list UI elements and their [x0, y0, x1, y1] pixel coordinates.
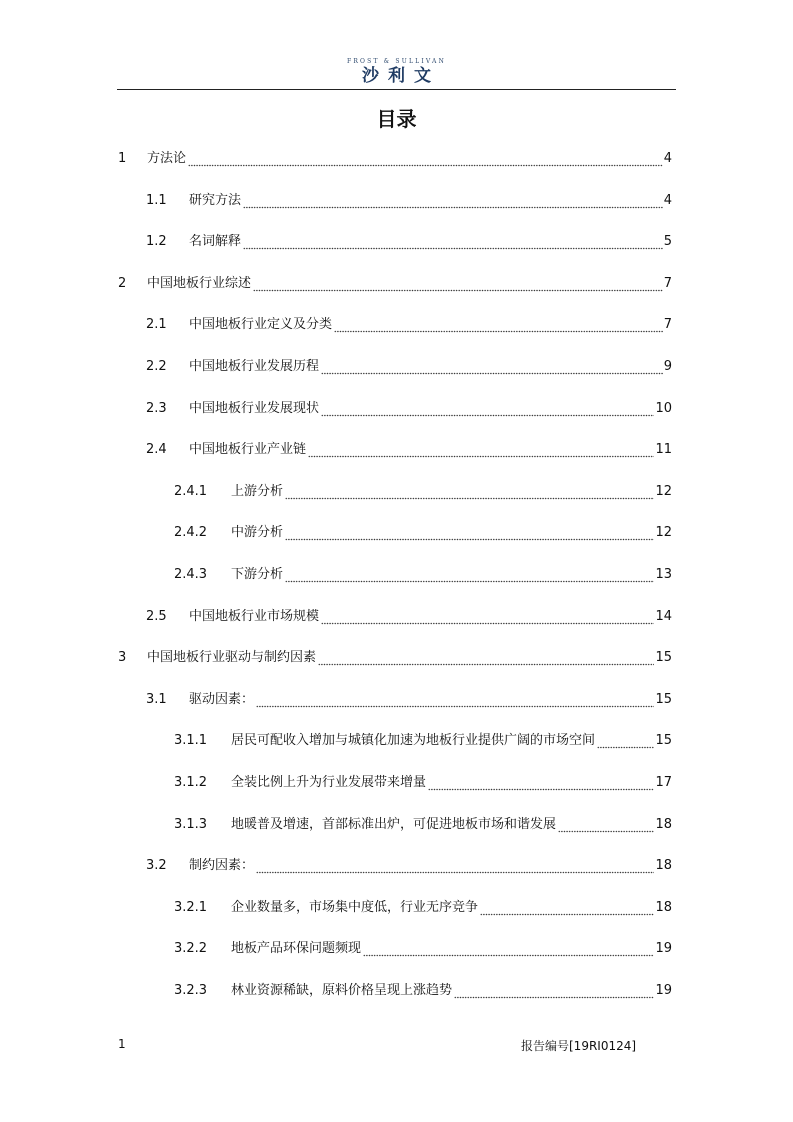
toc-entry-number: 3.1 — [146, 691, 167, 707]
toc-entry-number: 2.4.1 — [174, 483, 208, 499]
toc-entry-title: 中游分析 — [231, 525, 284, 541]
toc-entry[interactable] — [118, 648, 672, 668]
toc-entry[interactable] — [146, 315, 672, 335]
toc-entry-title: 地板产品环保问题频现 — [231, 941, 362, 957]
toc-entry-page: 5 — [663, 234, 672, 250]
toc-entry-number: 3 — [118, 650, 127, 666]
toc-entry[interactable] — [174, 981, 672, 1001]
toc-entry-number: 2.4.3 — [174, 567, 208, 582]
toc-entry-number: 3.2.1 — [174, 899, 208, 915]
toc-entry[interactable] — [146, 607, 672, 627]
toc-entry-title: 地暖普及增速，首部标准出炉，可促进地板市场和谐发展 — [231, 816, 557, 832]
toc-entry[interactable] — [174, 898, 672, 918]
toc-entry-title: 中国地板行业发展现状 — [189, 400, 320, 416]
toc-entry[interactable] — [174, 815, 672, 835]
toc-entry-page: 19 — [655, 941, 672, 957]
toc-entry-page: 11 — [655, 442, 672, 458]
toc-entry-page: 15 — [655, 650, 672, 666]
toc-dot-leader — [318, 662, 654, 668]
toc-dot-leader — [334, 329, 663, 335]
toc-entry[interactable] — [146, 399, 672, 419]
toc-dot-leader — [480, 912, 654, 918]
toc-entry-title: 制约因素： — [189, 858, 255, 874]
toc-entry-page: 7 — [663, 275, 672, 291]
logo-text-small: FROST & SULLIVAN — [346, 58, 447, 65]
footer-page-number: 1 — [118, 1037, 126, 1051]
toc-dot-leader — [285, 496, 654, 502]
toc-entry[interactable] — [146, 440, 672, 460]
toc-entry-title: 居民可配收入增加与城镇化加速为地板行业提供广阔的市场空间 — [231, 733, 596, 749]
toc-title: 目录 — [376, 107, 417, 131]
toc-entry[interactable] — [146, 232, 672, 252]
toc-entry-title: 中国地板行业定义及分类 — [189, 317, 333, 333]
toc-entry[interactable] — [174, 482, 672, 502]
toc-entry-number: 2.4.2 — [174, 525, 208, 541]
toc-entry[interactable] — [174, 523, 672, 543]
toc-entry-title: 名词解释 — [189, 234, 242, 250]
toc-dot-leader — [428, 787, 654, 793]
toc-entry-title: 研究方法 — [189, 192, 242, 208]
toc-entry-title: 上游分析 — [231, 483, 284, 499]
toc-entry-page: 18 — [655, 899, 672, 915]
toc-entry-title: 企业数量多，市场集中度低，行业无序竞争 — [231, 899, 479, 915]
toc-dot-leader — [321, 621, 654, 627]
toc-entry[interactable] — [146, 690, 672, 710]
toc-dot-leader — [285, 537, 654, 543]
toc-entry-page: 4 — [663, 151, 672, 166]
toc-entry-page: 18 — [655, 816, 672, 832]
toc-entry[interactable] — [118, 274, 672, 294]
toc-entry-number: 2.5 — [146, 608, 167, 624]
toc-dot-leader — [188, 163, 663, 169]
toc-entry-number: 3.1.2 — [174, 775, 208, 790]
toc-entry-number: 2 — [118, 275, 127, 291]
toc-dot-leader — [558, 829, 654, 835]
toc-entry-number: 1.1 — [146, 192, 167, 208]
toc-entry-number: 2.2 — [146, 359, 167, 374]
toc-dot-leader — [256, 704, 654, 710]
toc-entry-number: 3.1.1 — [174, 733, 208, 749]
toc-dot-leader — [256, 870, 654, 876]
toc-entry-page: 7 — [663, 317, 672, 333]
toc-entry[interactable] — [174, 565, 672, 585]
toc-entry-number: 2.3 — [146, 400, 167, 416]
toc-entry-page: 4 — [663, 192, 672, 208]
toc-dot-leader — [285, 579, 654, 585]
toc-entry-number: 2.1 — [146, 317, 167, 333]
toc-entry-title: 中国地板行业发展历程 — [189, 359, 320, 374]
toc-dot-leader — [363, 953, 654, 959]
toc-entry-number: 2.4 — [146, 442, 167, 458]
toc-entry-title: 下游分析 — [231, 567, 284, 582]
toc-entry[interactable] — [146, 357, 672, 377]
toc-dot-leader — [253, 288, 663, 294]
toc-entry-title: 方法论 — [147, 151, 187, 166]
toc-entry-title: 全装比例上升为行业发展带来增量 — [231, 775, 427, 790]
toc-entry-title: 中国地板行业驱动与制约因素 — [147, 650, 317, 666]
toc-entry-page: 12 — [655, 483, 672, 499]
toc-entry-page: 10 — [655, 400, 672, 416]
toc-dot-leader — [321, 413, 654, 419]
toc-entry[interactable] — [118, 149, 672, 169]
toc-entry-title: 林业资源稀缺，原料价格呈现上涨趋势 — [231, 983, 453, 998]
toc-entry-number: 3.2.2 — [174, 941, 208, 957]
toc-entry-page: 15 — [655, 691, 672, 707]
logo-text-main: 沙利文 — [362, 66, 440, 86]
toc-dot-leader — [597, 745, 654, 751]
toc-entry[interactable] — [174, 773, 672, 793]
toc-entry-number: 1.2 — [146, 234, 167, 250]
toc-entry-title: 中国地板行业产业链 — [189, 442, 307, 458]
toc-entry-page: 15 — [655, 733, 672, 749]
toc-entry-page: 12 — [655, 525, 672, 541]
toc-entry-title: 驱动因素： — [189, 691, 255, 707]
toc-dot-leader — [321, 371, 663, 377]
toc-dot-leader — [308, 454, 654, 460]
toc-dot-leader — [243, 205, 663, 211]
toc-entry[interactable] — [174, 731, 672, 751]
toc-entry-number: 1 — [118, 151, 127, 166]
toc-entry[interactable] — [146, 856, 672, 876]
toc-entry-title: 中国地板行业综述 — [147, 275, 252, 291]
toc-dot-leader — [454, 995, 654, 1001]
toc-entry-number: 3.2 — [146, 858, 167, 874]
toc-entry-number: 3.2.3 — [174, 983, 208, 998]
toc-entry-page: 17 — [655, 775, 672, 790]
toc-entry[interactable] — [146, 191, 672, 211]
toc-entry-page: 13 — [655, 567, 672, 582]
toc-entry-page: 14 — [655, 608, 672, 624]
toc-entry-page: 18 — [655, 858, 672, 874]
toc-entry-page: 9 — [663, 359, 672, 374]
toc-dot-leader — [243, 246, 663, 252]
toc-entry-number: 3.1.3 — [174, 816, 208, 832]
footer-report-number: 报告编号[19RI0124] — [521, 1039, 637, 1053]
toc-entry-title: 中国地板行业市场规模 — [189, 608, 320, 624]
toc-entry[interactable] — [174, 939, 672, 959]
toc-entry-page: 19 — [655, 983, 672, 998]
